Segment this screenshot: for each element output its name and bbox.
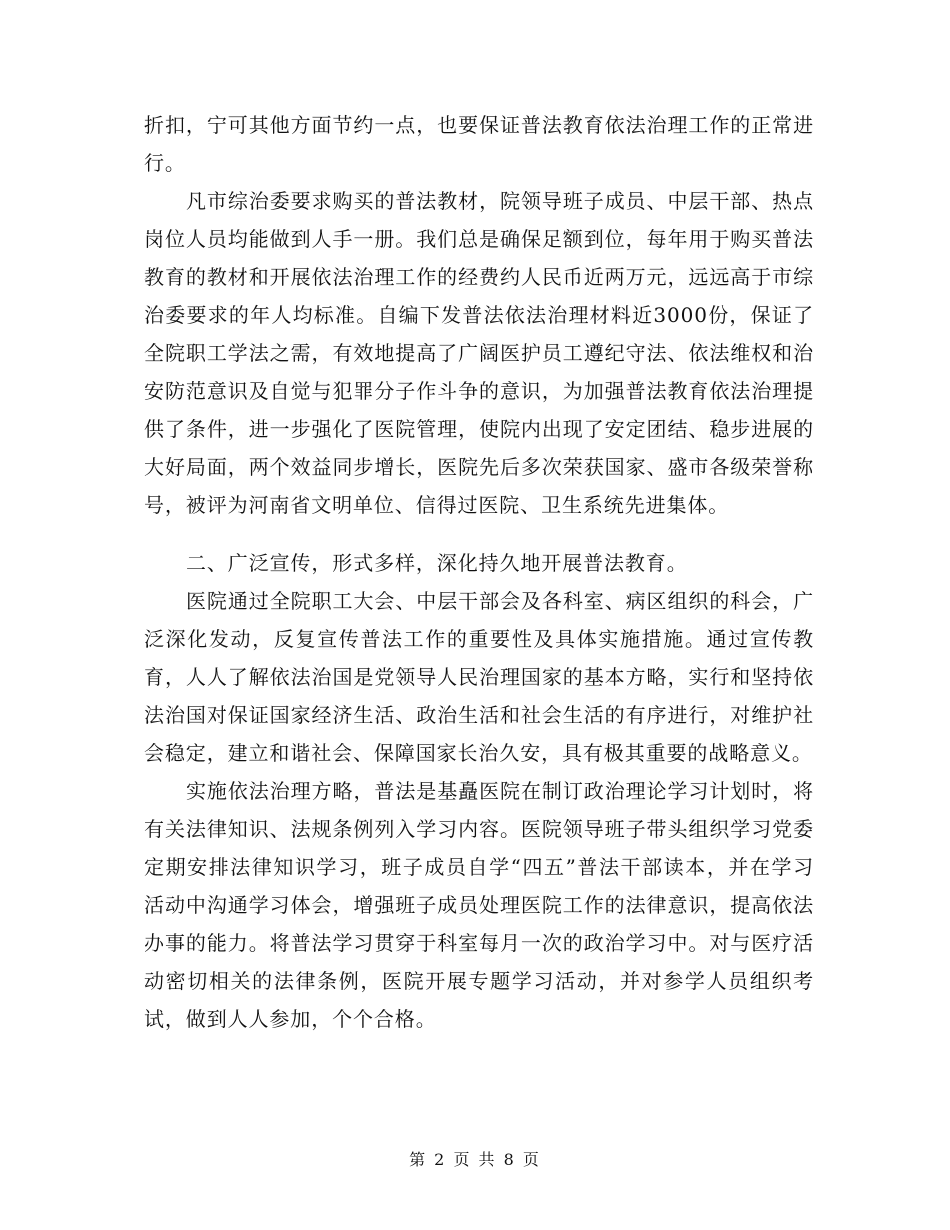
page-number-footer: 第 2 页 共 8 页 [409, 1150, 541, 1169]
paragraph-gap [144, 524, 814, 544]
section-heading: 二、广泛宣传，形式多样，深化持久地开展普法教育。 [186, 551, 688, 575]
paragraph-publicity: 医院通过全院职工大会、中层干部会及各科室、病区组织的科会，广泛深化发动，反复宣传普法工作的重要性及具体实施措施。通过宣传教育，人人了解依法治国是党领导人民治理国家的基本方略，实行和坚持依法治国对保证国家经济生活、政治生活和社会生活的有序进行，对维护社会稳定，建立和谐社会、保障国家长治久安，具有极其重要的战略意义。 [144, 589, 814, 765]
paragraph-teaching-materials: 凡市综治委要求购买的普法教材，院领导班子成员、中层干部、热点岗位人员均能做到人手一册。我们总是确保足额到位，每年用于购买普法教育的教材和开展依法治理工作的经费约人民币近两万元，远远高于市综治委要求的年人均标准。自编下发普法依法治理材料近3000份，保证了全院职工学法之需，有效地提高了广阔医护员工遵纪守法、依法维权和治安防范意识及自觉与犯罪分子作斗争的意识，为加强普法教育依法治理提供了条件，进一步强化了医院管理，使院内出现了安定团结、稳步进展的大好局面，两个效益同步增长，医院先后多次荣获国家、盛市各级荣誉称号，被评为河南省文明单位、信得过医院、卫生系统先进集体。 [144, 189, 814, 517]
paragraph-implementation: 实施依法治理方略，普法是基矗医院在制订政治理论学习计划时，将有关法律知识、法规条例列入学习内容。医院领导班子带头组织学习党委定期安排法律知识学习，班子成员自学“四五”普法干部读本，并在学习活动中沟通学习体会，增强班子成员处理医院工作的法律意识，提高依法办事的能力。将普法学习贯穿于科室每月一次的政治学习中。对与医疗活动密切相关的法律条例，医院开展专题学习活动，并对参学人员组织考试，做到人人参加，个个合格。 [144, 779, 814, 1031]
paragraph-continuation: 折扣，宁可其他方面节约一点，也要保证普法教育依法治理工作的正常进行。 [144, 113, 814, 175]
document-body [144, 106, 814, 1038]
